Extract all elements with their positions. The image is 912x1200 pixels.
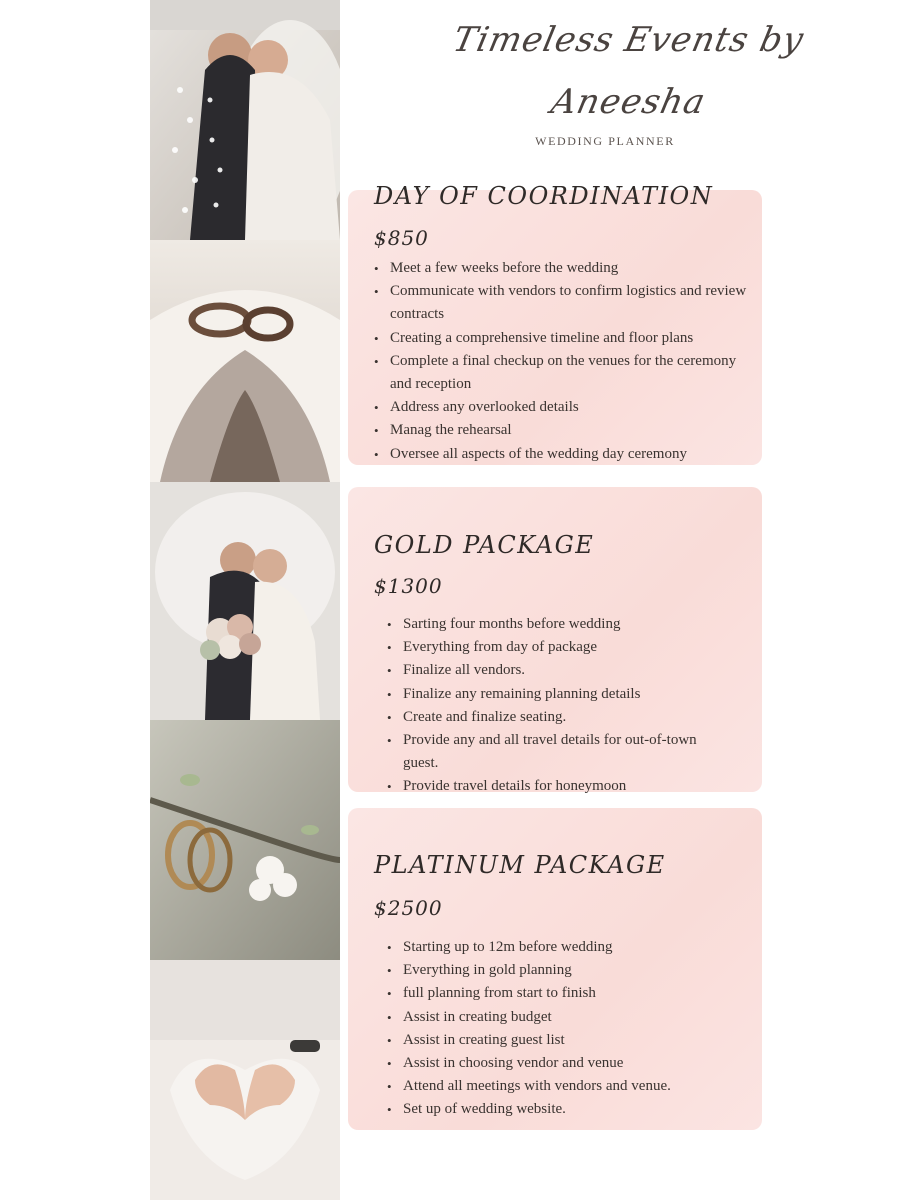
package-title-gold: GOLD PACKAGE xyxy=(374,531,595,559)
couple-with-bouquet-photo xyxy=(150,482,340,720)
list-item: • Everything in gold planning xyxy=(387,959,727,982)
rings-on-book-heart-photo xyxy=(150,240,340,482)
couple-under-veil-photo xyxy=(150,0,340,240)
list-item: • Attend all meetings with vendors and venue. xyxy=(387,1075,727,1098)
list-item: • Manag the rehearsal xyxy=(374,419,759,442)
list-item: • Assist in creating budget xyxy=(387,1006,727,1029)
list-item: • Communicate with vendors to confirm logistics and review contracts xyxy=(374,280,759,326)
package-price-platinum: $2500 xyxy=(374,896,443,920)
package-items-gold xyxy=(387,613,727,799)
rings-on-branch-photo xyxy=(150,720,340,960)
brand-script-name: Timeless Events by xyxy=(449,20,808,60)
list-item: • Finalize any remaining planning details xyxy=(387,683,727,706)
list-item: • Complete a final checkup on the venues for the ceremony and reception xyxy=(374,350,759,396)
list-item: • Oversee all aspects of the wedding day ceremony xyxy=(374,443,759,466)
list-item: • Creating a comprehensive timeline and floor plans xyxy=(374,327,759,350)
brand-header xyxy=(345,0,912,170)
list-item: • Set up of wedding website. xyxy=(387,1098,727,1121)
hands-heart-photo xyxy=(150,960,340,1200)
photo-column xyxy=(150,0,340,1200)
list-item: • Assist in choosing vendor and venue xyxy=(387,1052,727,1075)
list-item: • Everything from day of package xyxy=(387,636,727,659)
list-item: • Meet a few weeks before the wedding xyxy=(374,257,759,280)
list-item: • Finalize all vendors. xyxy=(387,659,727,682)
list-item: • Address any overlooked details xyxy=(374,396,759,419)
list-item: • full planning from start to finish xyxy=(387,982,727,1005)
list-item: • Provide travel details for honeymoon xyxy=(387,775,727,798)
list-item: • Create and finalize seating. xyxy=(387,706,727,729)
package-title-platinum: PLATINUM PACKAGE xyxy=(374,851,666,879)
list-item: • Provide any and all travel details for out-of-town guest. xyxy=(387,729,727,775)
list-item: • Starting up to 12m before wedding xyxy=(387,936,727,959)
package-items-day-of xyxy=(374,257,759,466)
list-item: • Assist in creating guest list xyxy=(387,1029,727,1052)
package-title-day-of: DAY OF COORDINATION xyxy=(374,182,714,210)
list-item: • Sarting four months before wedding xyxy=(387,613,727,636)
package-price-gold: $1300 xyxy=(374,574,443,598)
package-price-day-of: $850 xyxy=(374,226,429,250)
brand-subtitle: WEDDING PLANNER xyxy=(535,134,675,148)
package-items-platinum xyxy=(387,936,727,1122)
brand-script-owner: Aneesha xyxy=(547,82,710,122)
